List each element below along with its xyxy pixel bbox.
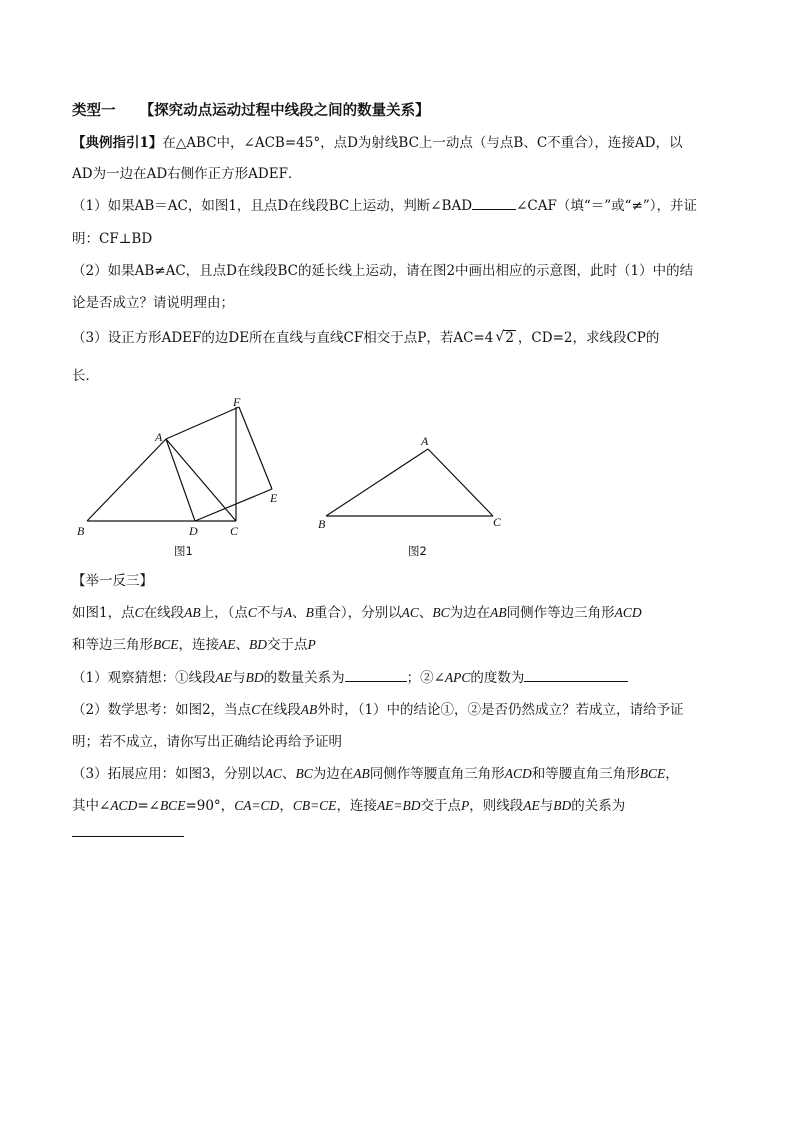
figures-area (0, 390, 794, 570)
example-tag: 【典例指引1】 (72, 135, 163, 151)
text: 同侧作等腰直角三角形 (369, 766, 505, 782)
var: ACD (110, 798, 138, 813)
var: P (461, 798, 470, 813)
fig2-label-a: A (421, 434, 429, 448)
fig1-label-e: E (270, 491, 278, 505)
text: =90°， (185, 798, 235, 814)
var: AB (184, 605, 201, 620)
var: AE=BD (376, 798, 421, 813)
text: 为边在 (312, 766, 354, 782)
fig2-label-c: C (493, 515, 502, 529)
figure-1 (87, 407, 272, 521)
text: 交于点 (420, 798, 462, 814)
section-title: 【探究动点运动过程中线段之间的数量关系】 (139, 102, 430, 119)
var: C (134, 605, 144, 620)
var: P (307, 637, 316, 652)
var: CA=CD (234, 798, 280, 813)
text: 如图1，点 (72, 605, 135, 621)
var: AC (264, 766, 282, 781)
var: BD (553, 798, 572, 813)
text: 与 (232, 670, 246, 686)
text: 的关系为 (571, 798, 626, 814)
example-q2-line-2 (72, 294, 234, 312)
practice-heading (72, 572, 153, 590)
practice-q1 (72, 669, 628, 687)
fig1-label-d: D (189, 524, 198, 538)
fig2-segment-ab (326, 449, 428, 516)
figure-2 (326, 449, 493, 516)
var: ACD (614, 605, 642, 620)
var: BCE (153, 637, 179, 652)
fig1-segment-fa (166, 407, 239, 439)
text: ， (665, 766, 679, 782)
practice-q3-line-2 (72, 797, 625, 815)
text: （1）观察猜想：①线段 (72, 670, 216, 686)
text: 在线段 (260, 702, 301, 718)
text: 的度数为 (470, 670, 525, 686)
example-q3-line-2 (72, 367, 99, 385)
fig1-label-c: C (230, 524, 239, 538)
p1-relation-blank[interactable] (345, 669, 407, 682)
practice-intro-line-2 (72, 636, 316, 654)
q1-text-c: 明：CF⊥BD (72, 231, 153, 247)
text: 和等边三角形 (72, 637, 153, 653)
fig1-label-b: B (77, 524, 85, 538)
text: ，则线段 (469, 798, 524, 814)
q1-text-b: ∠CAF（填“＝”或“≠”），并证 (516, 198, 697, 214)
fig1-caption: 图1 (174, 544, 193, 558)
text: =∠ (137, 798, 160, 814)
var: AC (401, 605, 419, 620)
example-q1-line-2 (72, 230, 152, 248)
text: （2）数学思考：如图2，当点 (72, 702, 252, 718)
sqrt-symbol: √ 2 (495, 329, 514, 346)
text: 和等腰直角三角形 (531, 766, 640, 782)
q2-text-a: （2）如果AB≠AC，且点D在线段BC的延长线上运动，请在图2中画出相应的示意图，此时（1）中的结 (72, 263, 694, 279)
text: 在线段 (143, 605, 185, 621)
text: 、 (235, 637, 249, 653)
fig1-segment-ef (239, 407, 272, 489)
text: ，连接 (178, 637, 219, 653)
text: 的数量关系为 (263, 670, 345, 686)
text: 为边在 (449, 605, 491, 621)
var: ACD (504, 766, 532, 781)
sqrt-radicand: 2 (505, 330, 514, 346)
var: CB=CE (292, 798, 337, 813)
text: 不与 (256, 605, 284, 621)
var: BC (295, 766, 313, 781)
section-label: 类型一 (72, 102, 116, 119)
text: 明；若不成立，请你写出正确结论再给予证明 (72, 734, 342, 750)
text: ；②∠ (406, 670, 445, 686)
text: ，连接 (336, 798, 377, 814)
example-text-2: AD为一边在AD右侧作正方形ADEF． (72, 166, 302, 182)
example-text-1: 在△ABC中，∠ACB=45°，点D为射线BC上一动点（与点B、C不重合），连接AD，以 (162, 135, 683, 151)
example-line-2 (72, 165, 301, 183)
practice-intro-line-1 (72, 604, 642, 622)
text: 与 (539, 798, 554, 814)
var: AB (353, 766, 370, 781)
text: 上，（点 (200, 605, 248, 621)
var: BD (249, 637, 267, 652)
text: 外时，（1）中的结论①，②是否仍然成立？若成立，请给予证 (317, 702, 684, 718)
fig2-caption: 图2 (408, 544, 427, 558)
text: ， (279, 798, 293, 814)
fig1-segment-ad (166, 439, 195, 521)
var: APC (444, 670, 471, 685)
fig2-label-b: B (318, 517, 326, 531)
practice-tag: 【举一反三】 (72, 573, 153, 589)
section-heading (72, 102, 430, 120)
q3-text-a: （3）设正方形ADEF的边DE所在直线与直线CF相交于点P，若AC=4 (72, 330, 494, 346)
var: AE (523, 798, 540, 813)
example-q1-line-1 (72, 197, 697, 215)
var: AE (219, 637, 236, 652)
var: BCE (159, 798, 186, 813)
q3-text-b: ，CD=2，求线段CP的 (517, 330, 660, 346)
example-q3-line-1 (72, 329, 659, 347)
text: 其中∠ (72, 798, 111, 814)
var: AB (300, 702, 318, 717)
var: B (305, 605, 314, 620)
practice-q2-line-1 (72, 701, 684, 719)
practice-q3-line-1 (72, 765, 679, 783)
var: AB (490, 605, 507, 620)
fig1-segment-de (195, 489, 272, 521)
text: 同侧作等边三角形 (506, 605, 615, 621)
q1-answer-blank[interactable] (472, 197, 516, 210)
p1-angle-blank[interactable] (524, 669, 628, 682)
var: BCE (639, 766, 666, 781)
var: BD (245, 670, 264, 685)
q2-text-b: 论是否成立？请说明理由； (72, 295, 234, 311)
p3-answer-blank[interactable] (72, 836, 184, 837)
example-line-1 (72, 134, 683, 152)
var: AE (215, 670, 233, 685)
text: 、 (281, 766, 296, 782)
fig1-label-f: F (233, 395, 241, 409)
text: 交于点 (267, 637, 308, 653)
text: 、 (418, 605, 433, 621)
q3-text-c: 长． (72, 368, 99, 384)
text: （3）拓展应用：如图3，分别以 (72, 766, 265, 782)
var: C (247, 605, 257, 620)
example-q2-line-1 (72, 262, 693, 280)
var: A (283, 605, 293, 620)
q1-text-a: （1）如果AB＝AC，如图1，且点D在线段BC上运动，判断∠BAD (72, 198, 473, 214)
text: 重合），分别以 (313, 605, 402, 621)
text: 、 (292, 605, 306, 621)
var: BC (432, 605, 450, 620)
practice-q2-line-2 (72, 733, 342, 751)
fig1-label-a: A (155, 430, 163, 444)
fig2-segment-ac (428, 449, 493, 516)
fig1-segment-ab (87, 439, 166, 521)
var: C (251, 702, 261, 717)
